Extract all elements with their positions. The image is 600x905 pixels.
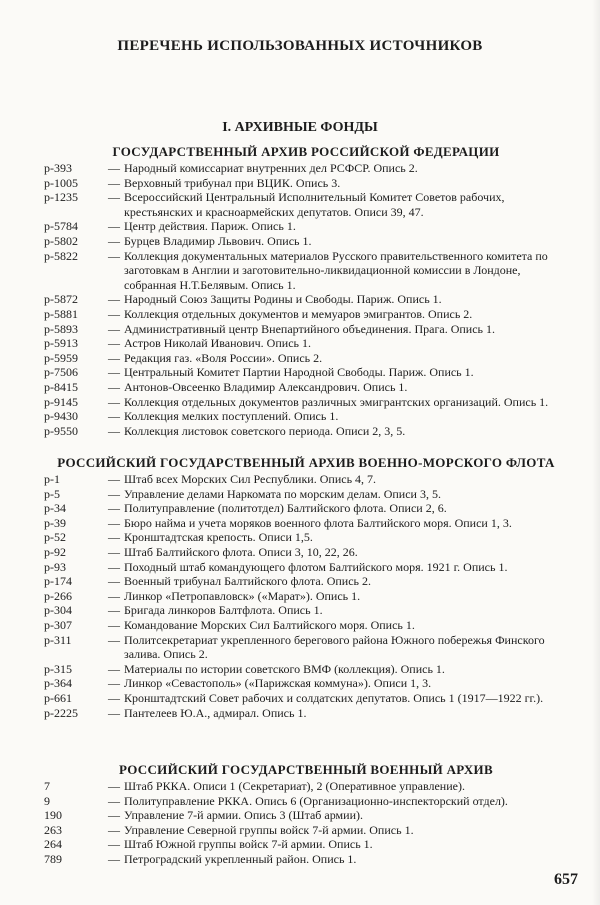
archive-entry	[44, 365, 568, 380]
fond-code: р-7506	[44, 365, 78, 380]
entry-dash: —	[108, 472, 120, 486]
archive-title: РОССИЙСКИЙ ГОСУДАРСТВЕННЫЙ АРХИВ ВОЕННО-МОРСКОГО ФЛОТА	[57, 455, 555, 470]
archive-entry	[44, 545, 568, 560]
archive-entry	[44, 249, 568, 293]
archive-entry	[44, 662, 568, 677]
entry-dash: —	[108, 603, 120, 618]
entry-list	[44, 161, 568, 438]
fond-description: Коллекция отдельных документов и мемуаров эмигрантов. Опись 2.	[124, 306, 473, 321]
archive-entry	[44, 219, 568, 234]
fond-description: Линкор «Петропавловск» («Марат»). Опись 1.	[124, 588, 361, 603]
archive-entry	[44, 176, 568, 191]
fond-code: р-34	[44, 501, 66, 516]
fond-code: р-5959	[44, 350, 78, 365]
archive-entry	[44, 336, 568, 351]
entry-dash: —	[108, 501, 120, 516]
archive-entry	[44, 322, 568, 337]
fond-code: р-393	[44, 161, 72, 175]
archive-entry	[44, 706, 568, 721]
fond-description: Управление делами Наркомата по морским делам. Описи 3, 5.	[124, 486, 441, 501]
archive-entry	[44, 574, 568, 589]
archive-entry	[44, 472, 568, 487]
archive-entry	[44, 424, 568, 439]
entry-dash: —	[108, 559, 120, 574]
archive-entry	[44, 691, 568, 706]
entry-dash: —	[108, 365, 120, 380]
archive-group-rgavmf	[44, 453, 568, 720]
entry-dash: —	[108, 486, 120, 501]
entry-dash: —	[108, 233, 120, 248]
section-title: I. АРХИВНЫЕ ФОНДЫ	[222, 120, 378, 135]
fond-code: р-93	[44, 559, 66, 574]
fond-description: Материалы по истории советского ВМФ (коллекция). Опись 1.	[124, 661, 445, 676]
archive-title: РОССИЙСКИЙ ГОСУДАРСТВЕННЫЙ ВОЕННЫЙ АРХИВ	[119, 762, 493, 777]
archive-entry	[44, 618, 568, 633]
fond-description: Бригада линкоров Балтфлота. Опись 1.	[124, 603, 323, 618]
fond-description: Кронштадтский Совет рабочих и солдатских депутатов. Опись 1 (1917—1922 гг.).	[124, 690, 544, 705]
archive-entry	[44, 852, 568, 867]
archive-entry	[44, 837, 568, 852]
fond-code: 263	[44, 822, 62, 837]
fond-description: Верховный трибунал при ВЦИК. Опись 3.	[124, 175, 341, 190]
entry-dash: —	[108, 705, 120, 720]
fond-description: Коллекция отдельных документов различных эмигрантских организаций. Опись 1.	[124, 394, 549, 409]
archive-entry	[44, 823, 568, 838]
entry-dash: —	[108, 336, 120, 351]
archive-entry	[44, 808, 568, 823]
fond-code: р-364	[44, 676, 72, 691]
entry-dash: —	[108, 676, 120, 691]
entry-dash: —	[108, 822, 120, 837]
fond-description: Административный центр Внепартийного объединения. Прага. Опись 1.	[124, 321, 496, 336]
archive-entry	[44, 501, 568, 516]
fond-code: р-311	[44, 632, 72, 647]
fond-code: р-5822	[44, 248, 78, 263]
fond-code: р-5893	[44, 321, 78, 336]
fond-description: Политуправление РККА. Опись 6 (Организационно-инспекторский отдел).	[124, 793, 508, 808]
fond-description: Штаб РККА. Описи 1 (Секретариат), 2 (Оперативное управление).	[124, 779, 465, 793]
fond-code: р-5881	[44, 306, 78, 321]
entry-dash: —	[108, 248, 120, 263]
archive-entry	[44, 560, 568, 575]
entry-dash: —	[108, 321, 120, 336]
entry-dash: —	[108, 306, 120, 321]
entry-dash: —	[108, 190, 120, 205]
entry-dash: —	[108, 837, 120, 852]
archive-entry	[44, 487, 568, 502]
fond-description: Петроградский укрепленный район. Опись 1.	[124, 851, 357, 866]
fond-description: Кронштадтская крепость. Описи 1,5.	[124, 530, 313, 545]
archive-group-garf	[44, 142, 568, 438]
entry-dash: —	[108, 690, 120, 705]
fond-code: р-39	[44, 515, 66, 530]
entry-dash: —	[108, 808, 120, 823]
fond-code: р-9430	[44, 409, 78, 424]
entry-dash: —	[108, 219, 120, 234]
fond-description: Линкор «Севастополь» («Парижская коммуна»). Описи 1, 3.	[124, 676, 432, 691]
fond-code: 789	[44, 851, 62, 866]
archive-entry	[44, 307, 568, 322]
archive-entry	[44, 351, 568, 366]
fond-code: р-2225	[44, 705, 78, 720]
fond-description: Центр действия. Париж. Опись 1.	[124, 219, 296, 234]
entry-dash: —	[108, 793, 120, 808]
fond-description: Бюро найма и учета моряков военного флота Балтийского моря. Описи 1, 3.	[124, 515, 512, 530]
fond-description: Командование Морских Сил Балтийского моря. Опись 1.	[124, 617, 415, 632]
fond-code: 264	[44, 837, 62, 852]
fond-code: р-1	[44, 472, 60, 486]
fond-description: Управление Северной группы войск 7-й армии. Опись 1.	[124, 822, 414, 837]
fond-description: Коллекция мелких поступлений. Опись 1.	[124, 409, 339, 424]
fond-description: Всероссийский Центральный Исполнительный Комитет Советов рабочих, крестьянских и красноармейских депутатов. Описи 39, 47.	[124, 190, 505, 219]
archive-entry	[44, 409, 568, 424]
fond-code: р-52	[44, 530, 66, 545]
fond-code: р-5913	[44, 336, 78, 351]
fond-code: р-8415	[44, 379, 78, 394]
entry-dash: —	[108, 632, 120, 647]
archive-entry	[44, 794, 568, 809]
archive-entry	[44, 395, 568, 410]
entry-dash: —	[108, 544, 120, 559]
page-number: 657	[554, 871, 578, 888]
entry-dash: —	[108, 394, 120, 409]
fond-code: р-304	[44, 603, 72, 618]
fond-description: Управление 7-й армии. Опись 3 (Штаб армии).	[124, 808, 363, 823]
archive-entry	[44, 530, 568, 545]
fond-description: Пантелеев Ю.А., адмирал. Опись 1.	[124, 705, 307, 720]
fond-code: р-5	[44, 486, 60, 501]
fond-description: Народный Союз Защиты Родины и Свободы. Париж. Опись 1.	[124, 292, 442, 307]
archive-group-rgva	[44, 760, 568, 867]
archive-entry	[44, 676, 568, 691]
fond-code: р-5872	[44, 292, 78, 307]
archive-entry	[44, 633, 568, 662]
fond-code: р-1005	[44, 175, 78, 190]
fond-description: Бурцев Владимир Львович. Опись 1.	[124, 233, 312, 248]
fond-code: р-307	[44, 617, 72, 632]
entry-dash: —	[108, 161, 120, 175]
fond-description: Коллекция листовок советского периода. Описи 2, 3, 5.	[124, 423, 406, 438]
archive-entry	[44, 161, 568, 176]
entry-dash: —	[108, 779, 120, 793]
fond-code: р-661	[44, 690, 72, 705]
entry-dash: —	[108, 588, 120, 603]
archive-entry	[44, 779, 568, 794]
entry-dash: —	[108, 292, 120, 307]
entry-dash: —	[108, 423, 120, 438]
fond-code: р-92	[44, 544, 66, 559]
archive-entry	[44, 589, 568, 604]
fond-description: Коллекция документальных материалов Русского правительственного комитета по заготовкам в Англии и заготовительно-ликвидационной комиссии в Лондоне, собранная Н.Т.Белявым. Опись 1.	[124, 248, 548, 292]
archive-entry	[44, 380, 568, 395]
entry-dash: —	[108, 530, 120, 545]
entry-dash: —	[108, 661, 120, 676]
fond-description: Центральный Комитет Партии Народной Свободы. Париж. Опись 1.	[124, 365, 474, 380]
entry-dash: —	[108, 409, 120, 424]
fond-description: Штаб всех Морских Сил Республики. Опись 4, 7.	[124, 472, 377, 486]
fond-description: Политуправление (политотдел) Балтийского флота. Описи 2, 6.	[124, 501, 447, 516]
entry-list	[44, 472, 568, 720]
entry-dash: —	[108, 175, 120, 190]
fond-code: р-174	[44, 574, 72, 589]
fond-description: Военный трибунал Балтийского флота. Опись 2.	[124, 574, 372, 589]
fond-code: р-266	[44, 588, 72, 603]
fond-code: р-315	[44, 661, 72, 676]
page-title: ПЕРЕЧЕНЬ ИСПОЛЬЗОВАННЫХ ИСТОЧНИКОВ	[117, 38, 483, 54]
archive-entry	[44, 516, 568, 531]
fond-code: 190	[44, 808, 62, 823]
archive-entry	[44, 234, 568, 249]
fond-description: Астров Николай Иванович. Опись 1.	[124, 336, 311, 351]
page-edge-shadow	[592, 0, 600, 905]
entry-dash: —	[108, 851, 120, 866]
fond-description: Штаб Балтийского флота. Описи 3, 10, 22, 26.	[124, 544, 358, 559]
fond-description: Народный комиссариат внутренних дел РСФСР. Опись 2.	[124, 161, 418, 175]
fond-code: р-1235	[44, 190, 78, 205]
archive-entry	[44, 190, 568, 219]
archive-entry	[44, 292, 568, 307]
fond-code: р-9145	[44, 394, 78, 409]
fond-code: р-9550	[44, 423, 78, 438]
entry-dash: —	[108, 574, 120, 589]
fond-code: 9	[44, 793, 50, 808]
fond-description: Политсекретариат укрепленного берегового района Южного побережья Финского залива. Опись 2.	[124, 632, 545, 662]
entry-dash: —	[108, 350, 120, 365]
fond-code: р-5784	[44, 219, 78, 234]
entry-dash: —	[108, 617, 120, 632]
entry-list	[44, 779, 568, 867]
entry-dash: —	[108, 379, 120, 394]
fond-description: Походный штаб командующего флотом Балтийского моря. 1921 г. Опись 1.	[124, 559, 508, 574]
archive-entry	[44, 603, 568, 618]
fond-code: р-5802	[44, 233, 78, 248]
fond-code: 7	[44, 779, 50, 793]
fond-description: Антонов-Овсеенко Владимир Александрович. Опись 1.	[124, 379, 408, 394]
entry-dash: —	[108, 515, 120, 530]
archive-title: ГОСУДАРСТВЕННЫЙ АРХИВ РОССИЙСКОЙ ФЕДЕРАЦИИ	[112, 144, 500, 159]
fond-description: Редакция газ. «Воля России». Опись 2.	[124, 350, 323, 365]
fond-description: Штаб Южной группы войск 7-й армии. Опись 1.	[124, 837, 373, 852]
